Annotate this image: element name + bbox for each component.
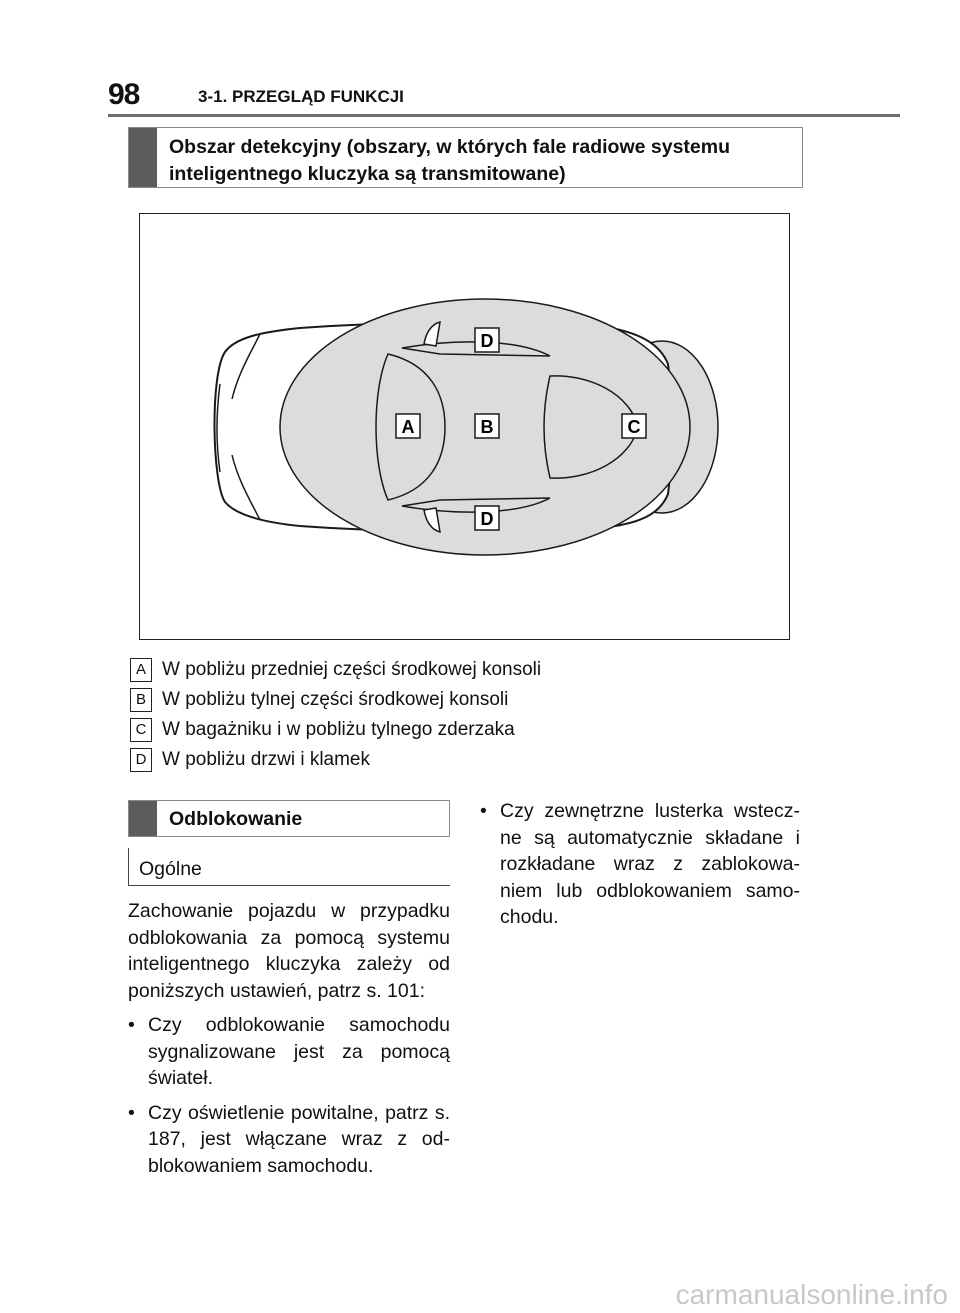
subheading-text: Ogólne	[139, 858, 202, 880]
legend-text: W pobliżu przedniej części środkowej konsoli	[162, 659, 542, 680]
car-top-view-diagram	[140, 214, 788, 638]
bullet-text: Czy odblokowanie samochodu sygnalizowane jest za pomocą świateł.	[148, 1014, 450, 1089]
legend-item-b	[130, 687, 508, 713]
legend-item-a	[130, 657, 541, 683]
svg-text:D: D	[480, 509, 494, 529]
section-heading-unlocking	[128, 800, 450, 837]
bullet-item: • Czy oświetlenie powitalne, patrz s. 187, jest włączane wraz z od-blokowaniem samochodu.	[128, 1101, 450, 1177]
legend-key: A	[130, 658, 152, 682]
svg-text:A: A	[401, 417, 415, 437]
svg-text:B: B	[480, 417, 494, 437]
bullet-item: • Czy odblokowanie samochodu sygnalizowane jest za pomocą świateł.	[128, 1014, 450, 1089]
section-bar	[129, 801, 157, 836]
legend-text: W pobliżu drzwi i klamek	[162, 749, 370, 770]
section-bar	[129, 128, 157, 187]
right-column	[480, 798, 800, 931]
watermark: carmanualsonline.info	[675, 1279, 948, 1310]
legend-item-c	[130, 717, 515, 743]
bullet-text: Czy oświetlenie powitalne, patrz s. 187, jest włączane wraz z od-blokowaniem samochodu.	[148, 1101, 450, 1177]
label-d-bottom	[475, 506, 499, 530]
legend-text: W pobliżu tylnej części środkowej konsoli	[162, 689, 509, 710]
bullet-text: Czy zewnętrzne lusterka wstecz-ne są automatycznie składane i rozkładane wraz z zablokowa-niem lub odblokowaniem samo-chodu.	[500, 800, 800, 928]
detection-zone-figure	[139, 213, 790, 640]
bullet-item: • Czy zewnętrzne lusterka wstecz-ne są automatycznie składane i rozkładane wraz z zablokowa-niem lub odblokowaniem samo-chodu.	[480, 800, 800, 928]
legend-key: D	[130, 748, 152, 772]
label-d-top	[475, 328, 499, 352]
page-number: 98	[108, 78, 140, 111]
header-rule	[108, 114, 900, 117]
svg-text:C: C	[627, 417, 641, 437]
legend-key: C	[130, 718, 152, 742]
label-a	[396, 414, 420, 438]
running-title: 3-1. PRZEGLĄD FUNKCJI	[198, 87, 404, 106]
legend-key: B	[130, 688, 152, 712]
section-title: Odblokowanie	[169, 808, 303, 830]
section-title: Obszar detekcyjny (obszary, w których fale radiowe systemu inteligentnego kluczyka są transmitowane)	[169, 136, 731, 185]
label-b	[475, 414, 499, 438]
intro-paragraph: Zachowanie pojazdu w przypadku odblokowania za pomocą systemu inteligentnego kluczyka zależy od poniższych ustawień, patrz s. 101:	[128, 900, 450, 1002]
subheading-general	[128, 848, 450, 886]
legend-text: W bagażniku i w pobliżu tylnego zderzaka	[162, 719, 515, 740]
legend-item-d	[130, 747, 370, 773]
label-c	[622, 414, 646, 438]
section-heading-detection-area	[128, 127, 803, 188]
svg-text:D: D	[480, 331, 494, 351]
left-column	[128, 898, 450, 1179]
